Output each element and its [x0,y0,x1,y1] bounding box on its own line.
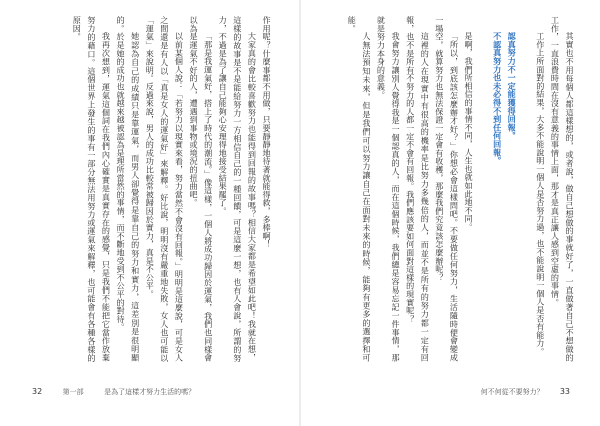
page-number: 32 [32,387,43,396]
body-paragraph: 作用呢？什麼事都不用做，只要靜靜地待著就能得救，多棒啊！ [262,16,272,249]
body-paragraph: 我再次想到，運氣這個詞在我們內心確實是真實存在的感覺，只是我們不能把它當作放棄努力的藉口。這個世界上發生的事有一部分無法用努力或運氣來解釋，也可能會有各種各樣的原因。 [72,16,112,362]
body-paragraph: 大家真的會比較喜歡努力也能得到回報的故事嗎？相信大家都是希望如此吧！我就在想，這樣的故事是不是能給努力一方相信自己的一種回饋，可是這麼一想，也有人會說，所謂的努力，不過是為了讓自己能夠心安理得地接受結果罷了。 [218,16,258,362]
emphasis-line: 不認真努力也未必得不到任何回報。 [492,32,503,165]
body-paragraph: 其實也不用每個人都這樣想的，或者說，做自己想做的事就好了，一直做著自己不想做的工作，一直浪費時間在沒有意義的事情上面，那才是真正讓人感到空虛的事情。 [550,16,575,362]
body-paragraph: 以前某個人說：「若努力以現實來看，努力當然不會沒有回報。」明明是這麼說，可是女人之間還是有人以「真是女人的運氣好」來解釋。好比說，明明沒有嚴重地失敗，女人也可能以「運氣」來說明。反過來說，男人的成功比較常被歸因於實力，真是不公平。 [145,16,185,362]
right-page-text [315,16,577,362]
body-paragraph: 她認為自己的成績只是靠運氣，而男人卻覺得是靠自己的努力和實力，這差別是很明顯的。於是她的成功也就越來越被認為是理所當然的事情，而不斷地受到不公平的對待。 [116,16,141,362]
footer-part-label: 第一部 [62,388,84,396]
body-paragraph: 「那是我運氣好，搭上了時代的潮流。」像這樣，一個人將成功歸因於運氣，我們也同樣會以為是運氣不好的人，遭遇到事物或境況的扭曲吧。 [189,16,214,362]
left-page-footer [32,387,195,397]
body-paragraph: 「所以，到底該怎麼辦才好？」你想必會這樣問吧。不要做任何努力，生活隨時便會變成一場空，就算努力也無法保證一定會有收穫，那麼我們究竟該怎麼辦呢？ [434,16,460,362]
footer-chapter-title: 是為了這樣才努力生活的嗎？ [104,388,196,396]
body-paragraph: 工作上所面對的結果，大多不能說明一個人是否努力過，也不能說明一個人是否有能力。 [535,32,546,356]
footer-running-title: 何不何從不要努力？ [480,388,544,396]
body-paragraph: 我會努力讓別人覺得我是一個認真的人，而在這個時候，我們總是容易忘記一件事情，那就是努力本身的意義。 [376,16,402,362]
body-paragraph: 這裡的人在現實中有很高的機率是比努力多幾倍的人，而並不是所有的努力都一定有回報，也不是所有不努力的人都一定不會有回報。我們應該要如何面對這樣的現實呢？ [405,16,431,362]
left-page-text [28,16,274,362]
body-paragraph: 人無法預知未來，但是我們可以努力讓自己在面對未來的時候，能夠有更多的選擇和可能。 [347,16,372,362]
emphasis-line: 認真努力不一定能獲得回報。 [507,32,518,141]
body-paragraph: 是啊，我們所相信的事情不同，人生也就如此地不同。 [464,32,475,232]
page-number: 33 [559,387,570,396]
left-page [0,0,299,426]
right-page [301,0,600,426]
right-page-footer [481,387,570,397]
